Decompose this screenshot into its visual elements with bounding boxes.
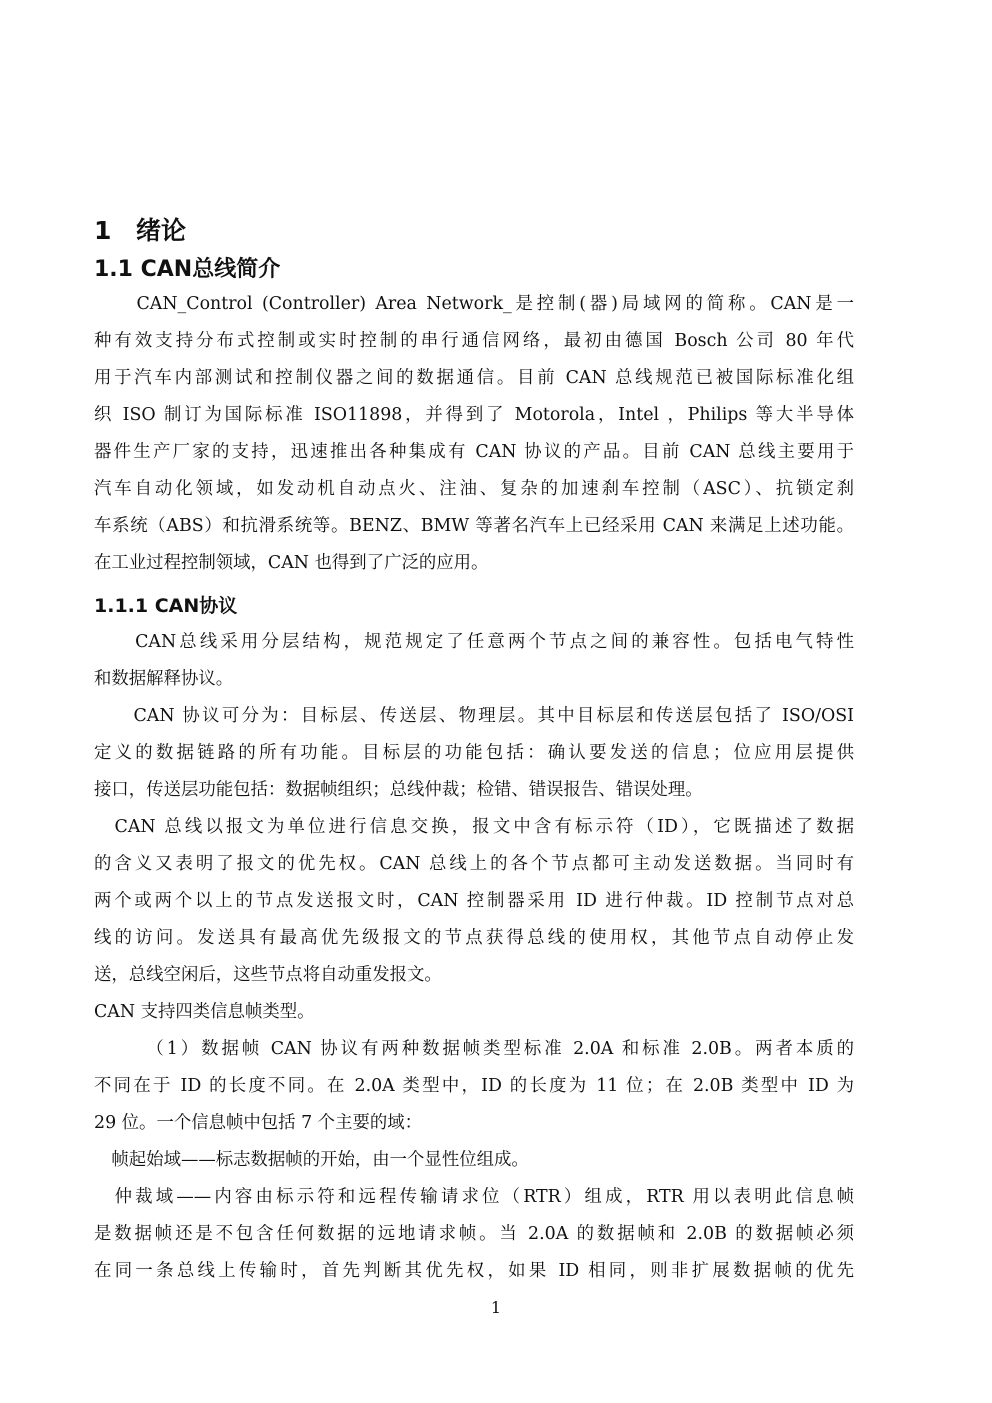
text-line: 的含义又表明了报文的优先权。CAN 总线上的各个节点都可主动发送数据。当同时有 <box>94 854 854 874</box>
text-line: 用于汽车内部测试和控制仪器之间的数据通信。目前 CAN 总线规范已被国际标准化组 <box>94 368 854 388</box>
text-line: 和数据解释协议。 <box>94 669 234 689</box>
section-heading: 1.1 CAN总线简介 <box>94 257 281 282</box>
text-line: 汽车自动化领域，如发动机自动点火、注油、复杂的加速刹车控制（ASC）、抗锁定刹 <box>94 479 854 499</box>
text-line: 车系统（ABS）和抗滑系统等。BENZ、BMW 等著名汽车上已经采用 CAN 来满足上述功能。 <box>94 516 854 536</box>
text-line: （1）数据帧 CAN 协议有两种数据帧类型标准 2.0A 和标准 2.0B。两者本质的 <box>94 1039 854 1059</box>
text-line: 是数据帧还是不包含任何数据的远地请求帧。当 2.0A 的数据帧和 2.0B 的数据帧必须 <box>94 1224 854 1244</box>
text-line: 在同一条总线上传输时，首先判断其优先权，如果 ID 相同，则非扩展数据帧的优先 <box>94 1261 854 1281</box>
text-line: CAN_Control (Controller) Area Network_是控制(器)局域网的简称。CAN是一 <box>94 294 854 314</box>
text-line: 种有效支持分布式控制或实时控制的串行通信网络，最初由德国 Bosch 公司 80 年代 <box>94 331 854 351</box>
text-line: 帧起始域——标志数据帧的开始，由一个显性位组成。 <box>94 1150 529 1170</box>
text-line: 定义的数据链路的所有功能。目标层的功能包括：确认要发送的信息；位应用层提供 <box>94 743 854 763</box>
text-line: 线的访问。发送具有最高优先级报文的节点获得总线的使用权，其他节点自动停止发 <box>94 928 854 948</box>
text-line: CAN总线采用分层结构，规范规定了任意两个节点之间的兼容性。包括电气特性 <box>94 632 854 652</box>
section-1-body <box>94 286 854 582</box>
text-line: 两个或两个以上的节点发送报文时，CAN 控制器采用 ID 进行仲裁。ID 控制节点对总 <box>94 891 854 911</box>
page-number: 1 <box>490 1298 502 1317</box>
text-line: 送，总线空闲后，这些节点将自动重发报文。 <box>94 965 442 985</box>
text-line: 仲裁域——内容由标示符和远程传输请求位（RTR）组成，RTR 用以表明此信息帧 <box>94 1187 854 1207</box>
text-line: 接口，传送层功能包括：数据帧组织；总线仲裁；检错、错误报告、错误处理。 <box>94 780 703 800</box>
chapter-heading <box>94 212 186 250</box>
text-line: 器件生产厂家的支持，迅速推出各种集成有 CAN 协议的产品。目前 CAN 总线主要用于 <box>94 442 854 462</box>
text-line: 在工业过程控制领域，CAN 也得到了广泛的应用。 <box>94 553 489 573</box>
text-line: 29 位。一个信息帧中包括 7 个主要的域： <box>94 1113 423 1133</box>
chapter-number: 1 <box>94 216 112 245</box>
text-line: CAN 总线以报文为单位进行信息交换，报文中含有标示符（ID），它既描述了数据 <box>94 817 854 837</box>
chapter-title: 绪论 <box>136 216 187 245</box>
section-2-body <box>94 624 854 1290</box>
text-line: CAN 协议可分为：目标层、传送层、物理层。其中目标层和传送层包括了 ISO/OSI <box>94 706 854 726</box>
text-line: 织 ISO 制订为国际标准 ISO11898，并得到了 Motorola，Intel ，Philips 等大半导体 <box>94 405 854 425</box>
subsection-heading: 1.1.1 CAN协议 <box>94 595 238 617</box>
text-line: 不同在于 ID 的长度不同。在 2.0A 类型中，ID 的长度为 11 位；在 2.0B 类型中 ID 为 <box>94 1076 854 1096</box>
text-line: CAN 支持四类信息帧类型。 <box>94 1002 315 1022</box>
